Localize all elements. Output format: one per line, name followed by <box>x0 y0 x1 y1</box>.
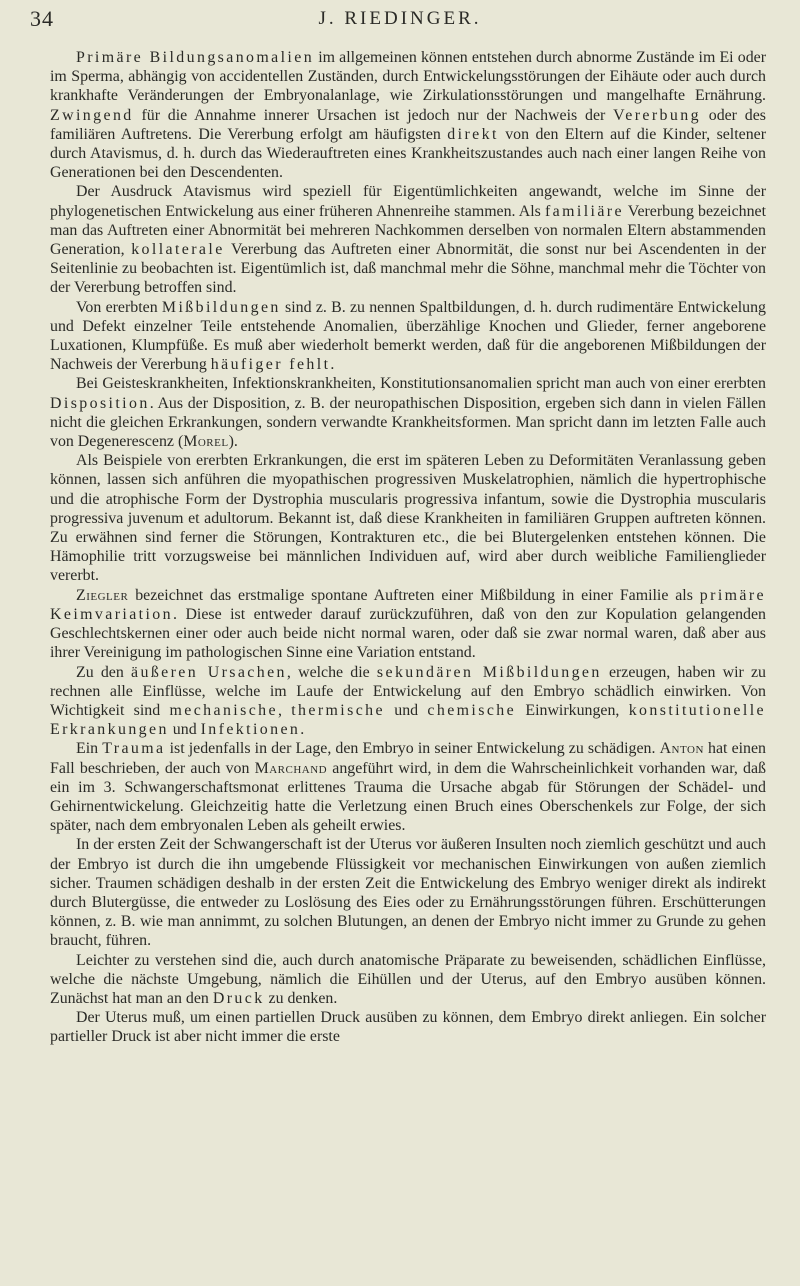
paragraph-erkrankungen <box>50 451 766 585</box>
text-run: Vererbung das Auftreten einer Abnormität, die sonst nur bei Ascendenten in der Seitenlinie zu beobachten ist. Eigentümlich ist, daß manchmal mehr die Söhne, manchmal mehr die Töchter von der Vererbung betroffen sind. <box>50 241 766 297</box>
spaced-emphasis: Mißbildungen <box>161 298 281 316</box>
text-run: Vererbung bezeichnet man das Auftreten einer Abnormität bei mehreren Nachkommen derselben von normalen Eltern abstammenden Generation, <box>50 202 766 259</box>
text-run: . <box>300 721 305 739</box>
spaced-emphasis: familiäre <box>544 202 624 220</box>
spaced-emphasis: Vererbung <box>613 106 701 124</box>
spaced-emphasis: Druck <box>212 989 265 1007</box>
text-run: Ein <box>76 740 103 758</box>
text-run: . Aus der Disposition, z. B. der neuropathischen Disposition, ergeben sich dann in vielen Fällen nicht die gleichen Erkrankungen, sondern verwandte Krankheitsformen. Man spricht dann im letzten Falle auch von Degenerescenz ( <box>50 394 766 451</box>
spaced-emphasis: primäre Keimvariation <box>50 586 766 623</box>
text-run: , <box>277 701 292 719</box>
body-text <box>50 48 766 1047</box>
running-head: J. RIEDINGER. <box>318 8 482 29</box>
spaced-emphasis: äußeren Ursachen <box>131 663 287 681</box>
spaced-emphasis: mechanische <box>169 701 278 719</box>
text-run: von den Eltern auf die Kinder, seltener durch Atavismus, d. h. durch das Wiederauftreten eines Krankheitszustandes auch nach einer langen Reihe von Generationen bei den Descendenten. <box>50 125 766 182</box>
spaced-emphasis: Primäre Bildungsanomalien <box>76 49 315 66</box>
text-run: ). <box>228 433 238 451</box>
text-run: Der Ausdruck Atavismus wird speziell für Eigentümlichkeiten angewandt, welche im Sinne der phylogenetischen Entwickelung aus einer früheren Ahnenreihe stammen. Als <box>50 183 766 220</box>
paragraph-trauma <box>50 739 766 835</box>
paragraph-schwangerschaft <box>50 835 766 950</box>
text-run: In der ersten Zeit der Schwangerschaft ist der Uterus vor äußeren Insulten noch ziemlich geschützt und auch der Embryo ist durch die ihn umgebende Flüssigkeit vor mechanischen Einwirkungen von außen ziemlich sicher. Traumen schädigen deshalb in der ersten Zeit die Entwickelung des Embryo weniger direkt als indirekt durch Blutergüsse, die entweder zu Loslösung des Eies oder zu Ernährungsstörungen führen. Erschütterungen können, z. B. wie man annimmt, zu solchen Blutungen, an denen der Embryo nicht immer zu Grunde zu gehen braucht, führen. <box>50 836 766 950</box>
spaced-emphasis: sekundären Mißbildungen <box>376 663 602 681</box>
text-run: hat einen Fall beschrieben, der auch von <box>50 740 766 777</box>
text-run: Zu den <box>76 663 132 681</box>
text-run: und <box>168 721 201 739</box>
paragraph-aeussere-ursachen <box>50 663 766 740</box>
text-run: , welche die <box>286 663 377 681</box>
paragraph-disposition <box>50 374 766 451</box>
spaced-emphasis: Trauma <box>102 740 166 758</box>
paragraph-druck <box>50 1008 766 1046</box>
text-run: ist jedenfalls in der Lage, den Embryo in seiner Entwickelung zu schädigen. <box>165 740 660 758</box>
paragraph-missbildungen <box>50 298 766 375</box>
author-name: Morel <box>183 433 229 451</box>
page-number: 34 <box>30 6 54 31</box>
spaced-emphasis: häufiger fehlt <box>210 356 331 374</box>
text-run: Einwirkungen, <box>516 701 629 719</box>
text-run: Der Uterus muß, um einen partiellen Druck ausüben zu können, dem Embryo direkt anliegen. Ein solcher partieller Druck ist aber nicht immer die erste <box>50 1009 766 1046</box>
text-run: Von ererbten <box>76 298 162 316</box>
text-run: Leichter zu verstehen sind die, auch durch anatomische Präparate zu beweisenden, schädlichen Einflüsse, welche die nächste Umgebung, nämlich die Eihüllen und der Uterus, auf den Embryo ausüben können. Zunächst hat man an den <box>50 951 766 1007</box>
paragraph-anatomische-praeparate <box>50 951 766 1009</box>
spaced-emphasis: Disposition <box>50 394 150 412</box>
text-run: oder des familiären Auftretens. Die Vererbung erfolgt am häufigsten <box>50 106 766 143</box>
paragraph-ziegler <box>50 586 766 663</box>
spaced-emphasis: kollaterale <box>131 241 225 259</box>
author-name: Anton <box>659 740 704 758</box>
text-run: im allgemeinen können entstehen durch abnorme Zustände im Ei oder im Sperma, abhängig von accidentellen Zuständen, durch Entwickelungsstörungen der Eihäute oder auch durch krankhafte Veränderungen der Embryonalanlage, wie Zirkulationsstörungen und mangelhafte Ernährung. <box>50 49 766 105</box>
text-run: bezeichnet das erstmalige spontane Auftreten einer Mißbildung in einer Familie als <box>128 586 700 604</box>
author-name: Marchand <box>254 759 328 777</box>
text-run: erzeugen, haben wir zu rechnen alle Einflüsse, welche im Laufe der Entwickelung auf den Embryo schädlich einwirken. Von Wichtigkeit sind <box>50 663 766 719</box>
spaced-emphasis: chemische <box>427 701 517 719</box>
paragraph-atavismus <box>50 182 766 297</box>
text-run: zu denken. <box>264 989 338 1007</box>
text-run: und <box>384 701 428 719</box>
spaced-emphasis: direkt <box>447 125 499 143</box>
author-name: Ziegler <box>76 586 129 604</box>
page-header <box>30 6 770 36</box>
text-run: Bei Geisteskrankheiten, Infektionskrankheiten, Konstitutionsanomalien spricht man auch von einer ererbten <box>76 375 766 393</box>
text-run: angeführt wird, in dem die Wahrscheinlichkeit vorhanden war, daß ein im 3. Schwangerschaftsmonat erlittenes Trauma die Ursache abgab für Störungen der Schädel- und Gehirnentwickelung. Gleichzeitig hatte die Verletzung einen Bruch eines Oberschenkels zur Folge, der sich später, nach dem embryonalen Leben als geheilt erwies. <box>50 759 766 835</box>
text-run: sind z. B. zu nennen Spaltbildungen, d. h. durch rudimentäre Entwickelung und Defekt einzelner Teile entstehende Anomalien, überzählige Knochen und Glieder, ferner angeborene Luxationen, Klumpfüße. Es muß aber wiederholt bemerkt werden, daß für die angeborenen Mißbildungen der Nachweis der Vererbung <box>50 298 766 374</box>
spaced-emphasis: Infektionen <box>200 721 301 739</box>
spaced-emphasis: Zwingend <box>50 106 134 124</box>
paragraph-primaere-bildungsanomalien <box>50 48 766 182</box>
spaced-emphasis: thermische <box>291 701 385 719</box>
text-run: . Diese ist entweder darauf zurückzuführen, daß von den zur Kopulation gelangenden Geschlechtskernen einer oder auch beide nicht normal waren, oder daß sie zwar normal waren, daß aber aus ihrer Vereinigung im pathologischen Sinne eine Variation entstand. <box>50 605 766 662</box>
text-run: . <box>330 356 335 374</box>
text-run: Als Beispiele von ererbten Erkrankungen, die erst im späteren Leben zu Deformitäten Veranlassung geben können, lassen sich anführen die myopathischen progressiven Muskelatrophien, nämlich die hypertrophische und die atrophische Form der Dystrophia muscularis progressiva infantum, sowie die Dystrophia muscularis progressiva juvenum et adultorum. Bekannt ist, daß diese Krankheiten in familiären Gruppen auftreten können. Zu erwähnen sind ferner die Störungen, Kontrakturen etc., die bei Blutergelenken entstehen können. Die Hämophilie tritt vorzugsweise bei männlichen Individuen auf, wird aber durch weibliche Familienglieder vererbt. <box>50 452 766 585</box>
text-run: für die Annahme innerer Ursachen ist jedoch nur der Nachweis der <box>133 106 614 124</box>
spaced-emphasis: konstitutionelle Erkrankungen <box>50 701 766 739</box>
